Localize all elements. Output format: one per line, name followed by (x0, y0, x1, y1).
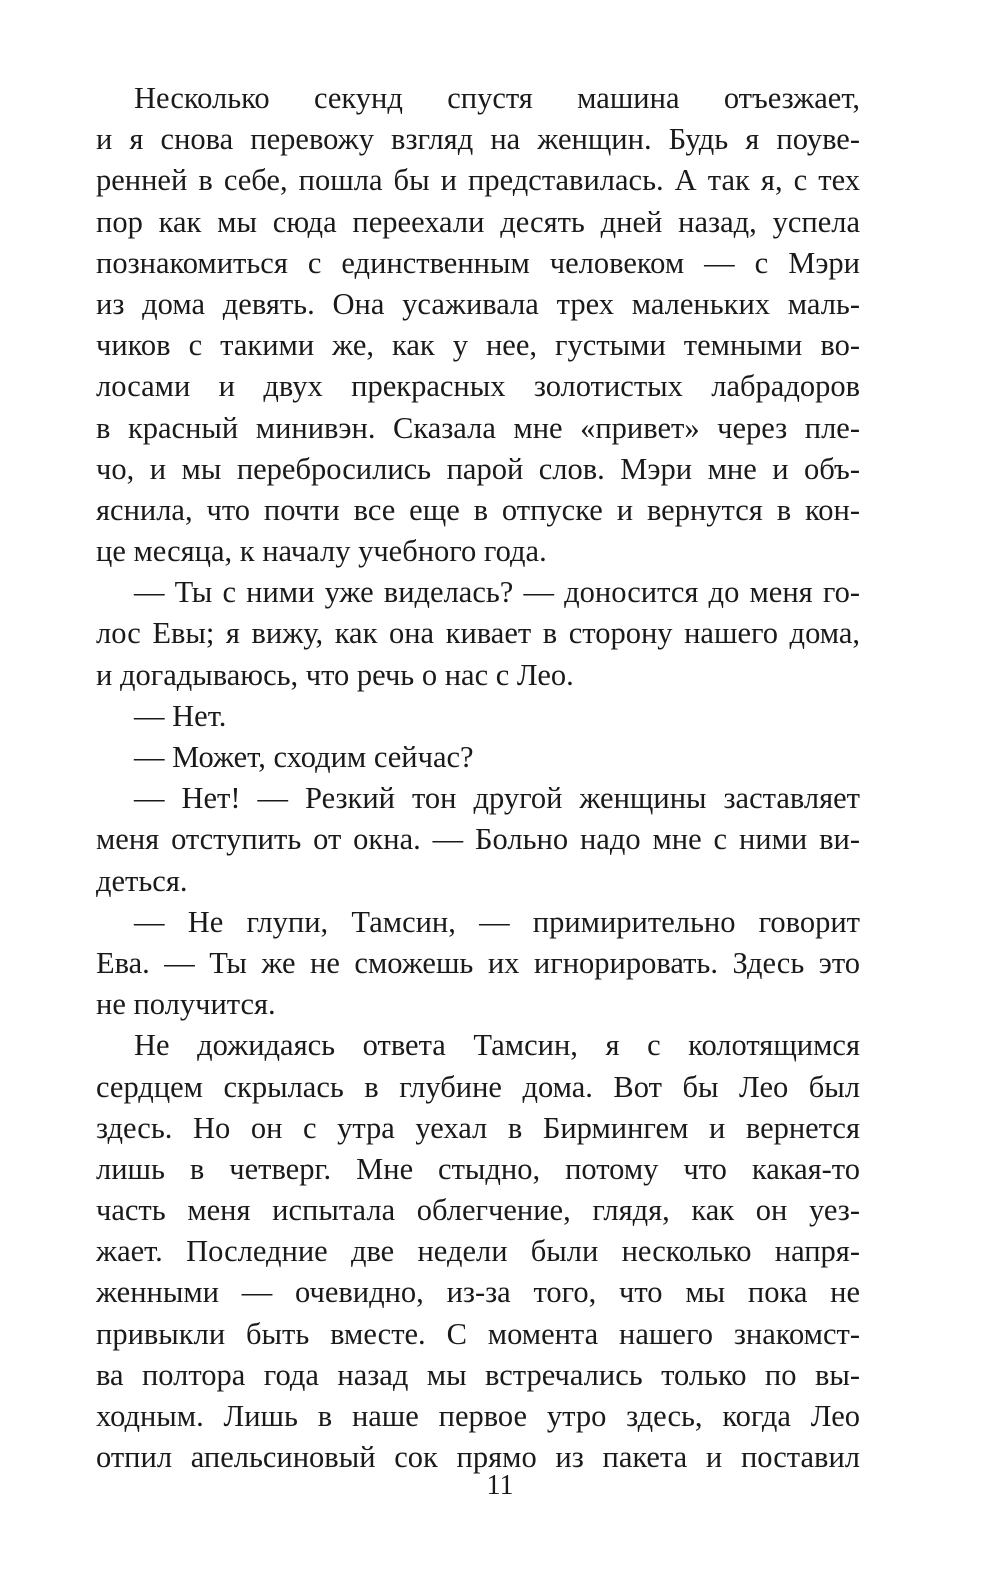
text-line: — Может, сходим сейчас? (134, 740, 474, 774)
page-number: 11 (486, 1470, 514, 1501)
text-line: привыкли быть вместе. С момента нашего знакомст- (96, 1316, 860, 1351)
text-line: отпил апельсиновый сок прямо из пакета и поставил (96, 1440, 860, 1475)
text-line: жает. Последние две недели были несколько напря- (96, 1234, 860, 1269)
text-line: яснила, что почти все еще в отпуске и вернутся в кон- (96, 492, 860, 527)
text-line: — Нет! — Резкий тон другой женщины заставляет (134, 781, 860, 816)
text-line: — Ты с ними уже виделась? — доносится до меня го- (134, 575, 860, 610)
text-line: — Не глупи, Тамсин, — примирительно говорит (134, 904, 860, 939)
text-line: в красный минивэн. Сказала мне «привет» через пле- (96, 410, 860, 445)
text-line: женными — очевидно, из-за того, что мы пока не (96, 1275, 860, 1310)
text-line: и я снова перевожу взгляд на женщин. Будь я поуве- (96, 122, 860, 157)
text-line: Не дожидаясь ответа Тамсин, я с колотящимся (134, 1028, 860, 1063)
text-line: из дома девять. Она усаживала трех маленьких маль- (96, 286, 860, 321)
text-line: лосами и двух прекрасных золотистых лабрадоров (96, 369, 860, 404)
text-line: сердцем скрылась в глубине дома. Вот бы Лео был (96, 1069, 860, 1104)
text-line: чо, и мы перебросились парой слов. Мэри мне и объ- (96, 451, 860, 486)
text-line: пор как мы сюда переехали десять дней назад, успела (96, 204, 860, 239)
text-line: ходным. Лишь в наше первое утро здесь, когда Лео (96, 1399, 860, 1433)
text-line: це месяца, к началу учебного года. (96, 534, 547, 569)
text-line: чиков с такими же, как у нее, густыми темными во- (96, 328, 860, 363)
text-line: часть меня испытала облегчение, глядя, как он уез- (96, 1193, 860, 1228)
text-line: ва полтора года назад мы встречались только по вы- (96, 1357, 860, 1392)
text-line: и догадываюсь, что речь о нас с Лео. (96, 657, 574, 692)
text-line: меня отступить от окна. — Больно надо мне с ними ви- (96, 822, 860, 857)
text-line: здесь. Но он с утра уехал в Бирмингем и вернется (96, 1110, 860, 1145)
text-line: не получится. (96, 987, 276, 1022)
text-line: — Нет. (134, 698, 227, 733)
text-line: Несколько секунд спустя машина отъезжает, (134, 81, 860, 115)
text-line: деться. (96, 863, 188, 898)
text-line: Ева. — Ты же не сможешь их игнорировать. Здесь это (96, 945, 860, 980)
text-line: познакомиться с единственным человеком — с Мэри (96, 245, 860, 280)
text-line: лишь в четверг. Мне стыдно, потому что какая-то (96, 1151, 860, 1186)
text-line: лос Евы; я вижу, как она кивает в сторону нашего дома, (96, 616, 860, 651)
text-line: ренней в себе, пошла бы и представилась. А так я, с тех (96, 163, 860, 198)
body-text (96, 78, 860, 1478)
